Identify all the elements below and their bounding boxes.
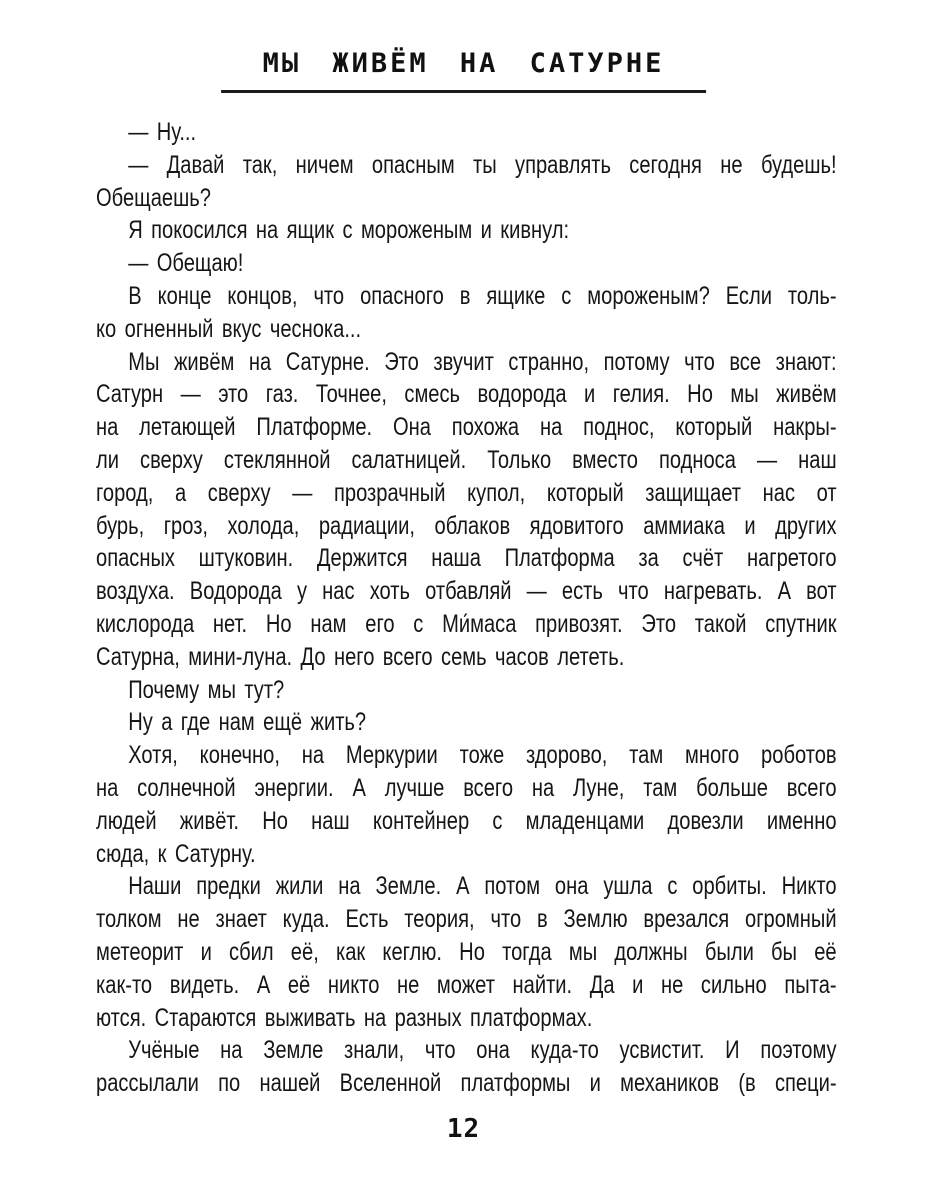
text-line: ко огненный вкус чеснока... bbox=[96, 314, 362, 343]
text-line: на летающей Платформе. Она похожа на поднос, который накры- bbox=[96, 413, 837, 442]
chapter-title: МЫ ЖИВЁМ НА САТУРНЕ bbox=[221, 48, 707, 93]
text-line: — Ну... bbox=[128, 118, 197, 146]
text-line: толком не знает куда. Есть теория, что в Землю врезался огромный bbox=[96, 905, 837, 934]
body-text-inner bbox=[96, 116, 837, 1100]
page-number: 12 bbox=[446, 1114, 481, 1144]
text-line: людей живёт. Но наш контейнер с младенцами довезли именно bbox=[96, 806, 837, 835]
text-line: — Обещаю! bbox=[128, 249, 244, 278]
text-line: Наши предки жили на Земле. А потом она ушла с орбиты. Никто bbox=[128, 872, 837, 901]
text-line: рассылали по нашей Вселенной платформы и механиков (в специ- bbox=[96, 1069, 837, 1098]
text-line: город, а сверху — прозрачный купол, который защищает нас от bbox=[96, 478, 837, 507]
text-line: Мы живём на Сатурне. Это звучит странно, потому что все знают: bbox=[128, 347, 837, 376]
text-line: опасных штуковин. Держится наша Платформа за счёт нагретого bbox=[96, 544, 837, 573]
text-line: Учёные на Земле знали, что она куда-то усвистит. И поэтому bbox=[128, 1036, 837, 1065]
text-line: Сатурна, мини-луна. До него всего семь часов лететь. bbox=[96, 642, 625, 671]
text-line: Обещаешь? bbox=[96, 183, 211, 212]
text-line: Хотя, конечно, на Меркурии тоже здорово, там много роботов bbox=[128, 741, 837, 770]
text-line: — Давай так, ничем опасным ты управлять сегодня не будешь! bbox=[128, 150, 837, 179]
text-line: В конце концов, что опасного в ящике с мороженым? Если толь- bbox=[128, 281, 837, 310]
text-line: на солнечной энергии. А лучше всего на Луне, там больше всего bbox=[96, 773, 837, 802]
text-line: Ну а где нам ещё жить? bbox=[128, 708, 367, 737]
text-line: Я покосился на ящик с мороженым и кивнул: bbox=[128, 216, 570, 245]
text-line: ются. Стараются выживать на разных платформах. bbox=[96, 1003, 593, 1032]
body-text bbox=[96, 116, 836, 1100]
text-line: кислорода нет. Но нам его с Ми́маса привозят. Это такой спутник bbox=[96, 609, 837, 638]
text-line: как-то видеть. А её никто не может найти. Да и не сильно пыта- bbox=[96, 970, 837, 999]
text-line: сюда, к Сатурну. bbox=[96, 839, 256, 868]
text-line: ли сверху стеклянной салатницей. Только вместо подноса — наш bbox=[96, 445, 837, 474]
text-line: метеорит и сбил её, как кеглю. Но тогда мы должны были бы её bbox=[96, 937, 837, 966]
text-line: Сатурн — это газ. Точнее, смесь водорода и гелия. Но мы живём bbox=[96, 380, 837, 409]
text-line: бурь, гроз, холода, радиации, облаков ядовитого аммиака и других bbox=[96, 511, 837, 540]
text-line: Почему мы тут? bbox=[128, 675, 285, 704]
text-line: воздуха. Водорода у нас хоть отбавляй — есть что нагревать. А вот bbox=[96, 577, 837, 606]
